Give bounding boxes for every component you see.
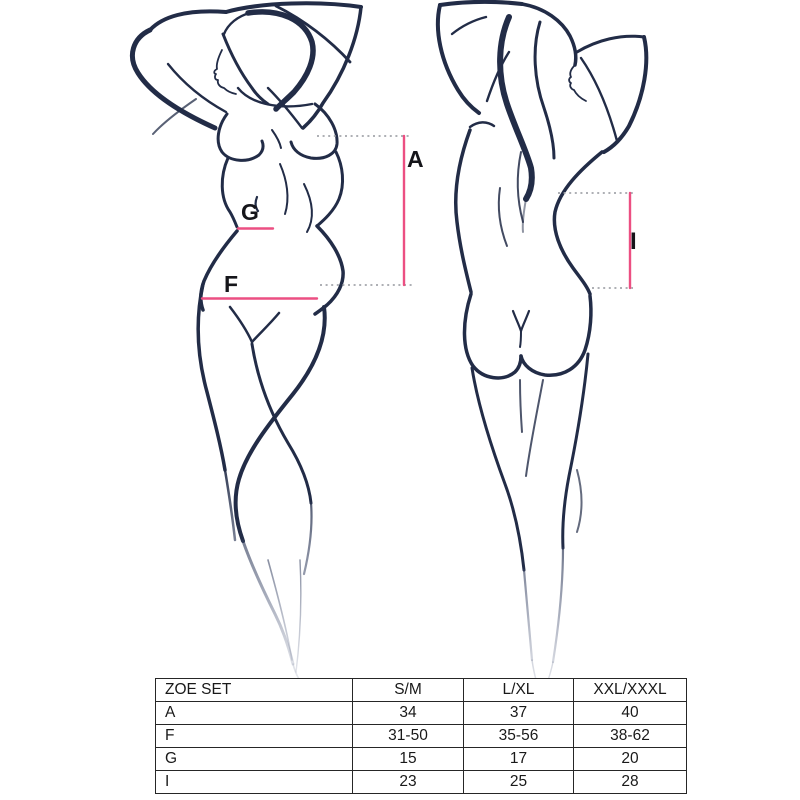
front-figure-outline (132, 3, 361, 691)
size-table-header-cell: S/M (353, 679, 464, 702)
table-cell: 20 (574, 748, 687, 771)
table-cell: 40 (574, 702, 687, 725)
measure-label-a: A (407, 146, 424, 172)
row-label-cell: I (156, 771, 353, 794)
size-table-header-row (156, 679, 687, 702)
table-row (156, 771, 687, 794)
table-cell: 23 (353, 771, 464, 794)
measure-label-g: G (241, 199, 259, 225)
row-label-cell: F (156, 725, 353, 748)
table-cell: 34 (353, 702, 464, 725)
table-cell: 31-50 (353, 725, 464, 748)
size-table-header-cell: L/XL (464, 679, 574, 702)
table-cell: 17 (464, 748, 574, 771)
table-cell: 37 (464, 702, 574, 725)
size-table (155, 678, 687, 794)
table-row (156, 748, 687, 771)
table-cell: 28 (574, 771, 687, 794)
table-cell: 38-62 (574, 725, 687, 748)
measure-label-f: F (224, 271, 239, 297)
table-cell: 15 (353, 748, 464, 771)
measure-label-i: I (630, 228, 637, 255)
size-table-header-cell: ZOE SET (156, 679, 353, 702)
row-label-cell: G (156, 748, 353, 771)
row-label-cell: A (156, 702, 353, 725)
table-row (156, 702, 687, 725)
back-figure-outline (438, 2, 646, 697)
size-table-header-cell: XXL/XXXL (574, 679, 687, 702)
table-row (156, 725, 687, 748)
table-cell: 25 (464, 771, 574, 794)
table-cell: 35-56 (464, 725, 574, 748)
